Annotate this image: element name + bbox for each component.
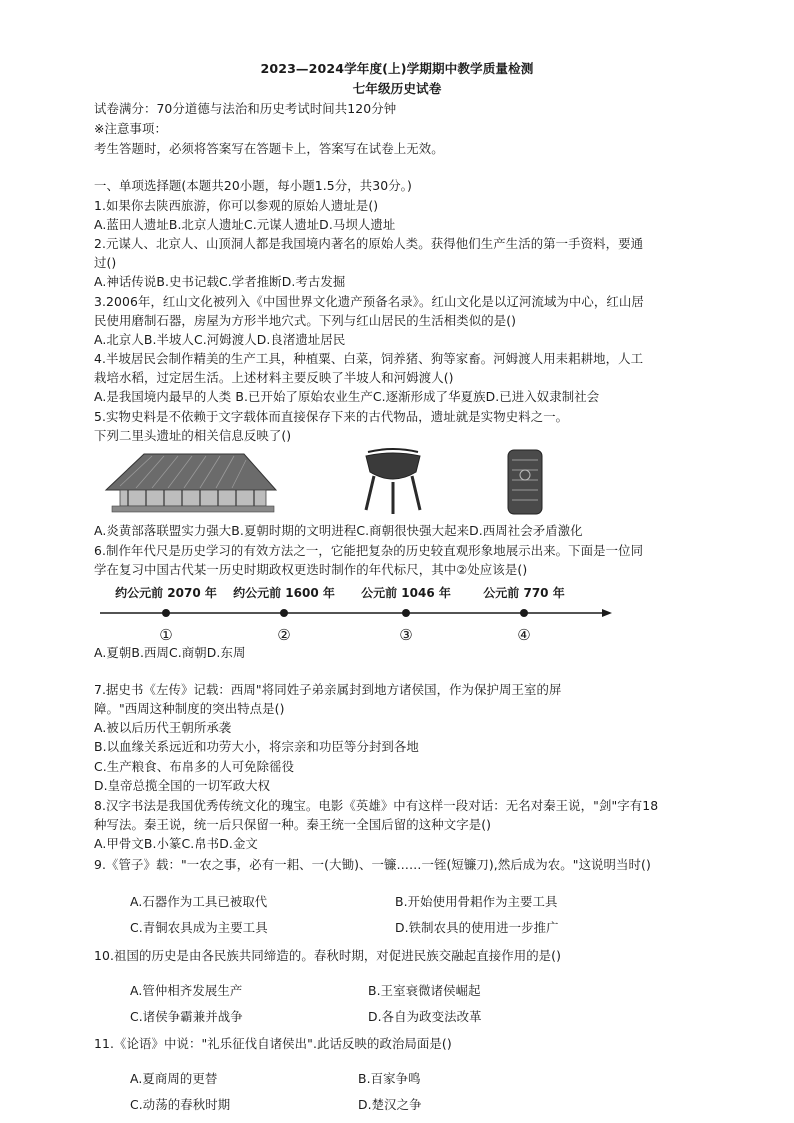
bronze-jue-tripod-image [366,449,420,514]
q4-stem-2: 栽培水稻，过定居生活。上述材料主要反映了半坡人和河姆渡人() [94,370,454,385]
q7-option-c: C.生产粮食、布帛多的人可免除徭役 [94,759,295,774]
q10-option-a: A.管仲相齐发展生产 [130,983,243,998]
timeline-marker-label: ② [277,626,291,644]
q9-option-c: C.青铜农具成为主要工具 [130,920,268,935]
q2-options: A.神话传说B.史书记载C.学者推断D.考古发掘 [94,274,346,289]
q3-stem-1: 3.2006年，红山文化被列入《中国世界文化遗产预备名录》。红山文化是以辽河流域为中心，红山居 [94,294,644,309]
q7-option-b: B.以血缘关系远近和功劳大小，将宗亲和功臣等分封到各地 [94,739,419,754]
q4-stem-1: 4.半坡居民会制作精美的生产工具，种植粟、白菜，饲养猪、狗等家畜。河姆渡人用耒耜耕地，人工 [94,351,644,366]
timeline-point [162,609,170,617]
notice-text: 考生答题时，必须将答案写在答题卡上，答案写在试卷上无效。 [94,141,444,156]
exam-subtitle: 七年级历史试卷 [352,81,442,96]
q7-stem-2: 障。"西周这种制度的突出特点是() [94,701,285,716]
q3-options: A.北京人B.半坡人C.河姆渡人D.良渚遗址居民 [94,332,346,347]
q10-stem: 10.祖国的历史是由各民族共同缔造的。春秋时期，对促进民族交融起直接作用的是() [94,948,562,963]
notice-title: ※注意事项： [94,121,167,136]
q6-stem-1: 6.制作年代尺是历史学习的有效方法之一，它能把复杂的历史较直观形象地展示出来。下面是一位同 [94,543,644,558]
q9-option-b: B.开始使用骨耜作为主要工具 [395,894,558,909]
exam-title: 2023—2024学年度(上)学期期中教学质量检测 [260,61,534,76]
q11-stem: 11.《论语》中说："礼乐征伐自诸侯出".此话反映的政治局面是() [94,1036,452,1051]
q8-stem-1: 8.汉字书法是我国优秀传统文化的瑰宝。电影《英雄》中有这样一段对话：无名对秦王说，"剑"字有18 [94,798,659,813]
q5-stem-1: 5.实物史料是不依赖于文字载体而直接保存下来的古代物品，遗址就是实物史料之一。 [94,409,569,424]
q11-option-c: C.动荡的春秋时期 [130,1097,231,1112]
q3-stem-2: 民使用磨制石器，房屋为方形半地穴式。下列与红山居民的生活相类似的是() [94,313,517,328]
q4-options: A.是我国境内最早的人类 B.已开始了原始农业生产C.逐渐形成了华夏族D.已进入奴隶制社会 [94,389,600,404]
timeline-date-label: 约公元前 1600 年 [233,586,335,600]
timeline-marker-label: ④ [517,626,531,644]
timeline-marker-label: ③ [399,626,413,644]
timeline-point [520,609,528,617]
q1-stem: 1.如果你去陕西旅游，你可以参观的原始人遗址是() [94,198,379,213]
q11-option-a: A.夏商周的更替 [130,1071,218,1086]
q8-stem-2: 种写法。秦王说，统一后只保留一种。秦王统一全国后留的这种文字是() [94,817,492,832]
jade-plaque-image [508,450,542,514]
timeline-date-label: 公元前 770 年 [483,586,565,600]
timeline-point [280,609,288,617]
q6-options: A.夏朝B.西周C.商朝D.东周 [94,645,246,660]
q9-stem: 9.《管子》载："一农之事，必有一耜、一(大锄)、一镰……一铚(短镰刀),然后成为农。"这说明当时() [94,857,651,872]
q9-option-a: A.石器作为工具已被取代 [130,894,268,909]
q7-option-d: D.皇帝总揽全国的一切军政大权 [94,778,271,793]
q11-option-d: D.楚汉之争 [358,1097,422,1112]
exam-info: 试卷满分：70分道德与法治和历史考试时间共120分钟 [94,101,397,116]
timeline-arrow-icon [602,609,612,617]
palace-house-image [106,454,276,512]
timeline-date-label: 公元前 1046 年 [361,586,451,600]
section-heading: 一、单项选择题(本题共20小题，每小题1.5分，共30分。) [94,178,412,193]
erlitou-artifacts [100,446,700,520]
q5-options: A.炎黄部落联盟实力强大B.夏朝时期的文明进程C.商朝很快强大起来D.西周社会矛盾激化 [94,523,583,538]
q2-stem-1: 2.元谋人、北京人、山顶洞人都是我国境内著名的原始人类。获得他们生产生活的第一手资料，要通 [94,236,644,251]
q7-option-a: A.被以后历代王朝所承袭 [94,720,232,735]
q7-stem-1: 7.据史书《左传》记载：西周"将同姓子弟亲属封到地方诸侯国，作为保护周王室的屏 [94,682,562,697]
q8-options: A.甲骨文B.小篆C.帛书D.金文 [94,836,258,851]
q9-option-d: D.铁制农具的使用进一步推广 [395,920,559,935]
q10-option-d: D.各自为政变法改革 [368,1009,482,1024]
q5-stem-2: 下列二里头遗址的相关信息反映了() [94,428,292,443]
q10-option-c: C.诸侯争霸兼并战争 [130,1009,243,1024]
q2-stem-2: 过() [94,255,117,270]
timeline-marker-label: ① [159,626,173,644]
q11-option-b: B.百家争鸣 [358,1071,421,1086]
q6-stem-2: 学在复习中国古代某一历史时期政权更迭时制作的年代标尺，其中②处应该是() [94,562,528,577]
timeline-date-label: 约公元前 2070 年 [115,586,217,600]
timeline-point [402,609,410,617]
q6-timeline [96,580,616,650]
q10-option-b: B.王室衰微诸侯崛起 [368,983,481,998]
q1-options: A.蓝田人遗址B.北京人遗址C.元谋人遗址D.马坝人遗址 [94,217,396,232]
